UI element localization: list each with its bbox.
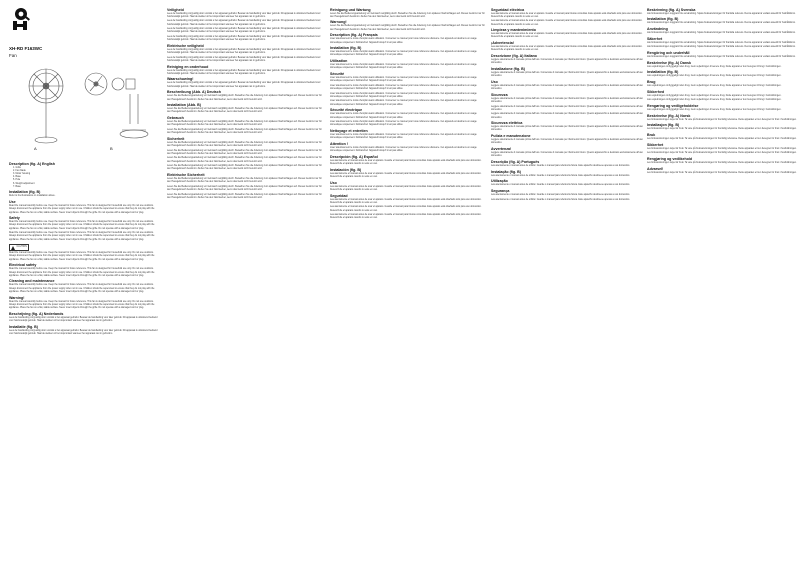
- body-text: Lesen Sie die Bedienungsanleitung vor Gebrauch sorgfältig durch. Bewahren Sie die Anleitung zum späteren Nachschlagen auf. Dieses Gerät ist nur für den Hausgebrauch bestimmt. Ziehen Sie den Netzstecker, wenn das Gerät nicht benutzt wird.: [167, 157, 322, 163]
- body-text: Lisez attentivement le mode d'emploi avant utilisation. Conservez ce manuel pour toute référence ultérieure. Cet appareil est destiné à un usage domestique uniquement. Débranchez l'appareil lorsqu'il n'est pas utilisé.: [330, 134, 477, 140]
- english-desc-heading: Description (fig. A) English: [9, 161, 55, 166]
- body-text: Lees de handleiding zorgvuldig door voordat u het apparaat gebruikt. Bewaar de handleiding voor later gebruik. Dit apparaat is uitsluitend bedoeld voor huishoudelijk gebruik. Haal de stekker uit het stopcontact wanneer het apparaat niet in gebruik is.: [167, 82, 321, 88]
- body-text: Lisez attentivement le mode d'emploi avant utilisation. Conservez ce manuel pour toute référence ultérieure. Cet appareil est destiné à un usage domestique uniquement. Débranchez l'appareil lorsqu'il n'est pas utilisé.: [330, 92, 477, 98]
- body-text: Lesen Sie die Bedienungsanleitung vor Gebrauch sorgfältig durch. Bewahren Sie die Anleitung zum späteren Nachschlagen auf. Dieses Gerät ist nur für den Hausgebrauch bestimmt. Ziehen Sie den Netzstecker, wenn das Gerät nicht benutzt wird.: [167, 185, 322, 192]
- body-text: Leia atentamente o manual antes de utilizar. Guarde o manual para referência futura. Este aparelho destina-se apenas a uso doméstico.: [491, 184, 630, 187]
- no-warning-heading: Advarsel!: [647, 166, 664, 171]
- no-install-heading: Installasjon (fig. B): [647, 123, 680, 128]
- caution-label: CAUTION: [16, 246, 27, 249]
- body-text: Lesen Sie die Bedienungsanleitung vor Gebrauch sorgfältig durch. Bewahren Sie die Anleitung zum späteren Nachschlagen auf. Dieses Gerät ist nur für den Hausgebrauch bestimmt. Ziehen Sie den Netzstecker, wenn das Gerät nicht benutzt wird.: [167, 108, 322, 114]
- body-text: Leggere attentamente il manuale prima dell'uso. Conservare il manuale per riferimento futuro. Questo apparecchio è destinato esclusivamente all'uso domestico.: [491, 71, 643, 78]
- it-use-heading: Uso: [491, 79, 498, 84]
- body-text: Les bruksanvisningen nøye før bruk. Ta vare på bruksanvisningen for fremtidig referanse. Dette apparatet er kun beregnet for bruk i husholdningen.: [647, 147, 797, 150]
- body-text: Læs vejledningen omhyggeligt inden brug. Gem vejledningen til senere brug. Dette apparat er kun beregnet til brug i husholdningen.: [647, 65, 782, 68]
- english-cleaning-heading: Cleaning and maintenance: [9, 279, 55, 284]
- english-install-text: Refer to the illustrations on installation above.: [9, 195, 56, 198]
- list-item: • 2. Fan blade: [13, 170, 161, 173]
- column-3: [330, 6, 486, 222]
- body-text: Lisez attentivement le mode d'emploi avant utilisation. Conservez ce manuel pour toute référence ultérieure. Cet appareil est destiné à un usage domestique uniquement. Débranchez l'appareil lorsqu'il n'est pas utilisé.: [330, 51, 477, 57]
- no-use-heading: Bruk: [647, 133, 656, 138]
- body-text: Les bruksanvisningen nøye før bruk. Ta vare på bruksanvisningen for fremtidig referanse. Dette apparatet er kun beregnet for bruk i husholdningen.: [647, 138, 797, 141]
- body-text: Læs vejledningen omhyggeligt inden brug. Gem vejledningen til senere brug. Dette apparat er kun beregnet til brug i husholdningen.: [647, 94, 782, 97]
- sv-desc-heading: Beskrivning (fig. A) Svenska: [647, 7, 696, 12]
- body-text: Läs bruksanvisningen noggrant före användning. Spara bruksanvisningen för framtida referens. Denna apparat är endast avsedd för hushållsbruk.: [647, 46, 796, 49]
- english-safety-heading: Safety: [9, 216, 20, 221]
- body-text: Lisez attentivement le mode d'emploi avant utilisation. Conservez ce manuel pour toute référence ultérieure. Cet appareil est destiné à un usage domestique uniquement. Débranchez l'appareil lorsqu'il n'est pas utilisé.: [330, 121, 477, 127]
- english-use-heading: Use: [9, 200, 16, 205]
- pt-use-heading: Utilização: [491, 179, 508, 184]
- body-text: Lisez attentivement le mode d'emploi avant utilisation. Conservez ce manuel pour toute référence ultérieure. Cet appareil est destiné à un usage domestique uniquement. Débranchez l'appareil lorsqu'il n'est pas utilisé.: [330, 38, 477, 44]
- figure-label-b: B: [110, 146, 113, 151]
- no-cleaning-heading: Rengjøring og vedlikehold: [647, 157, 693, 162]
- body-text: Read the manual carefully before use. Keep the manual for future reference. This fan is designed for household use only. Do not use outdoors. Always disconnect the appliance from the power supply when not in use. Children should be supervised to ensure that they do not play with the appliance. Place the fan on a flat, stable surface. Never insert objects through the grille. Do not operate with a damaged cord or plug.: [9, 252, 155, 261]
- body-text: Leia atentamente o manual antes de utilizar. Guarde o manual para referência futura. Este aparelho destina-se apenas a uso doméstico.: [491, 198, 630, 201]
- body-text: Leggere attentamente il manuale prima dell'uso. Conservare il manuale per riferimento futuro. Questo apparecchio è destinato esclusivamente all'uso domestico.: [491, 84, 643, 91]
- body-text: Lea atentamente el manual antes de usar el aparato. Guarde el manual para futuras consultas. Este aparato está diseñado solo para uso doméstico. Desenchufe el aparato cuando no esté en uso.: [491, 12, 643, 18]
- list-item: • 7. Base: [13, 186, 161, 189]
- body-text: Lisez attentivement le mode d'emploi avant utilisation. Conservez ce manuel pour toute référence ultérieure. Cet appareil est destiné à un usage domestique uniquement. Débranchez l'appareil lorsqu'il n'est pas utilisé.: [330, 113, 477, 119]
- body-text: Lesen Sie die Bedienungsanleitung vor Gebrauch sorgfältig durch. Bewahren Sie die Anleitung zum späteren Nachschlagen auf. Dieses Gerät ist nur für den Hausgebrauch bestimmt. Ziehen Sie den Netzstecker, wenn das Gerät nicht benutzt wird.: [167, 128, 322, 135]
- body-text: Read the manual carefully before use. Keep the manual for future reference. This fan is designed for household use only. Do not use outdoors. Always disconnect the appliance from the power supply when not in use. Children should be supervised to ensure that they do not play with the appliance. Place the fan on a flat, stable surface. Never insert objects through the grille. Do not operate with a damaged cord or plug.: [9, 300, 155, 309]
- body-text: Läs bruksanvisningen noggrant före användning. Spara bruksanvisningen för framtida referens. Denna apparat är endast avsedd för hushållsbruk.: [647, 55, 796, 58]
- list-item: • 5. Pole: [13, 179, 161, 182]
- fr-desc-heading: Description (fig. A) Français: [330, 33, 378, 38]
- body-text: Lees de handleiding zorgvuldig door voordat u het apparaat gebruikt. Bewaar de handleiding voor later gebruik. Dit apparaat is uitsluitend bedoeld voor huishoudelijk gebruik. Haal de stekker uit het stopcontact wanneer het apparaat niet in gebruik is.: [9, 329, 158, 335]
- body-text: Læs vejledningen omhyggeligt inden brug. Gem vejledningen til senere brug. Dette apparat er kun beregnet til brug i husholdningen.: [647, 99, 782, 102]
- body-text: Leggere attentamente il manuale prima dell'uso. Conservare il manuale per riferimento futuro. Questo apparecchio è destinato esclusivamente all'uso domestico.: [491, 59, 643, 65]
- body-text: Leggere attentamente il manuale prima dell'uso. Conservare il manuale per riferimento futuro. Questo apparecchio è destinato esclusivamente all'uso domestico.: [491, 113, 643, 119]
- sv-install-heading: Installation (fig. B): [647, 17, 679, 22]
- column-5: [647, 6, 797, 176]
- es-warning-heading: ¡Advertencia!: [491, 41, 514, 46]
- product-title: Fan: [9, 53, 17, 58]
- body-text: Lea atentamente el manual antes de usar el aparato. Guarde el manual para futuras consultas. Este aparato está diseñado solo para uso doméstico. Desenchufe el aparato cuando no esté en uso.: [330, 206, 482, 212]
- da-desc-heading: Beskrivelse (fig. A) Dansk: [647, 60, 692, 65]
- body-text: Läs bruksanvisningen noggrant före användning. Spara bruksanvisningen för framtida referens. Denna apparat är endast avsedd för hushållsbruk.: [647, 31, 796, 34]
- sv-safety-heading: Säkerhet: [647, 36, 663, 41]
- pt-desc-heading: Descrição (fig. A) Português: [491, 159, 540, 164]
- es-cleaning-heading: Limpieza y mantenimiento: [491, 28, 536, 33]
- body-text: Læs vejledningen omhyggeligt inden brug. Gem vejledningen til senere brug. Dette apparat er kun beregnet til brug i husholdningen.: [647, 75, 782, 78]
- english-install-heading: Installation (fig. B): [9, 190, 41, 195]
- body-text: Lea atentamente el manual antes de usar el aparato. Guarde el manual para futuras consultas. Este aparato está diseñado solo para uso doméstico. Desenchufe el aparato cuando no esté en uso.: [330, 214, 482, 220]
- da-cleaning-heading: Rengøring og vedligeholdelse: [647, 104, 699, 109]
- es-use-heading: Uso: [330, 180, 337, 185]
- english-desc-list: [9, 167, 161, 189]
- body-text: Lisez attentivement le mode d'emploi avant utilisation. Conservez ce manuel pour toute référence ultérieure. Cet appareil est destiné à un usage domestique uniquement. Débranchez l'appareil lorsqu'il n'est pas utilisé.: [330, 64, 477, 70]
- body-text: Lisez attentivement le mode d'emploi avant utilisation. Conservez ce manuel pour toute référence ultérieure. Cet appareil est destiné à un usage domestique uniquement. Débranchez l'appareil lorsqu'il n'est pas utilisé.: [330, 100, 477, 106]
- body-text: Leggere attentamente il manuale prima dell'uso. Conservare il manuale per riferimento futuro. Questo apparecchio è destinato esclusivamente all'uso domestico.: [491, 152, 643, 158]
- body-text: Lesen Sie die Bedienungsanleitung vor Gebrauch sorgfältig durch. Bewahren Sie die Anleitung zum späteren Nachschlagen auf. Dieses Gerät ist nur für den Hausgebrauch bestimmt. Ziehen Sie den Netzstecker, wenn das Gerät nicht benutzt wird.: [167, 193, 322, 199]
- da-use-heading: Brug: [647, 80, 656, 85]
- nl-safety-heading: Veiligheid: [167, 7, 184, 12]
- english-section: [9, 160, 161, 337]
- column-4: [491, 6, 647, 203]
- body-text: Lees de handleiding zorgvuldig door voordat u het apparaat gebruikt. Bewaar de handleiding voor later gebruik. Dit apparaat is uitsluitend bedoeld voor huishoudelijk gebruik. Haal de stekker uit het stopcontact wanneer het apparaat niet in gebruik is.: [167, 20, 321, 26]
- body-text: Lees de handleiding zorgvuldig door voordat u het apparaat gebruikt. Bewaar de handleiding voor later gebruik. Dit apparaat is uitsluitend bedoeld voor huishoudelijk gebruik. Haal de stekker uit het stopcontact wanneer het apparaat niet in gebruik is.: [167, 56, 321, 62]
- figure-label-a: A: [34, 146, 37, 151]
- body-text: Lesen Sie die Bedienungsanleitung vor Gebrauch sorgfältig durch. Bewahren Sie die Anleitung zum späteren Nachschlagen auf. Dieses Gerät ist nur für den Hausgebrauch bestimmt. Ziehen Sie den Netzstecker, wenn das Gerät nicht benutzt wird.: [167, 149, 322, 155]
- list-item: • 6. Weight adjustment: [13, 183, 161, 186]
- body-text: Read the manual carefully before use. Keep the manual for future reference. This fan is designed for household use only. Do not use outdoors. Always disconnect the appliance from the power supply when not in use. Children should be supervised to ensure that they do not play with the appliance. Place the fan on a flat, stable surface. Never insert objects through the grille. Do not operate with a damaged cord or plug.: [9, 232, 155, 241]
- nl-desc-heading: Beschrijving (fig. A) Nederlands: [9, 311, 64, 316]
- body-text: Read the manual carefully before use. Keep the manual for future reference. This fan is designed for household use only. Do not use outdoors. Always disconnect the appliance from the power supply when not in use. Children should be supervised to ensure that they do not play with the appliance. Place the fan on a flat, stable surface. Never insert objects through the grille. Do not operate with a damaged cord or plug.: [9, 268, 155, 277]
- de-safety-heading: Sicherheit: [167, 136, 185, 141]
- fr-electrical-heading: Sécurité électrique: [330, 108, 363, 113]
- body-text: Lesen Sie die Bedienungsanleitung vor Gebrauch sorgfältig durch. Bewahren Sie die Anleitung zum späteren Nachschlagen auf. Dieses Gerät ist nur für den Hausgebrauch bestimmt. Ziehen Sie den Netzstecker, wenn das Gerät nicht benutzt wird.: [167, 165, 322, 171]
- column-2: [167, 6, 323, 202]
- it-install-heading: Installazione (fig. B): [491, 66, 525, 71]
- body-text: Lea atentamente el manual antes de usar el aparato. Guarde el manual para futuras consultas. Este aparato está diseñado solo para uso doméstico. Desenchufe el aparato cuando no esté en uso.: [491, 20, 643, 26]
- sv-cleaning-heading: Rengöring och underhåll: [647, 50, 690, 55]
- body-text: Lees de handleiding zorgvuldig door voordat u het apparaat gebruikt. Bewaar de handleiding voor later gebruik. Dit apparaat is uitsluitend bedoeld voor huishoudelijk gebruik. Haal de stekker uit het stopcontact wanneer het apparaat niet in gebruik is.: [167, 48, 321, 54]
- nl-install-heading: Installatie (fig. B): [9, 324, 38, 329]
- body-text: Leggere attentamente il manuale prima dell'uso. Conservare il manuale per riferimento futuro. Questo apparecchio è destinato esclusivamente all'uso domestico.: [491, 126, 643, 132]
- english-warning-heading: Warning!: [9, 295, 25, 300]
- nl-electrical-heading: Elektrische veiligheid: [167, 43, 204, 48]
- de-cleaning-heading: Reinigung und Wartung: [330, 7, 371, 12]
- es-desc-heading: Descripción (fig. A) Español: [330, 154, 378, 159]
- it-electrical-heading: Sicurezza elettrica: [491, 121, 523, 126]
- body-text: Leggere attentamente il manuale prima dell'uso. Conservare il manuale per riferimento futuro. Questo apparecchio è destinato esclusivamente all'uso domestico.: [491, 105, 643, 111]
- model-number: XH-RD F163WC: [9, 46, 43, 51]
- list-item: • 1. Grille: [13, 167, 161, 170]
- body-text: Les bruksanvisningen nøye før bruk. Ta vare på bruksanvisningen for fremtidig referanse. Dette apparatet er kun beregnet for bruk i husholdningen.: [647, 162, 797, 165]
- body-text: Läs bruksanvisningen noggrant före användning. Spara bruksanvisningen för framtida referens. Denna apparat är endast avsedd för hushållsbruk.: [647, 22, 796, 25]
- it-warning-heading: Avvertenza!: [491, 147, 512, 152]
- body-text: Les bruksanvisningen nøye før bruk. Ta vare på bruksanvisningen for fremtidig referanse. Dette apparatet er kun beregnet for bruk i husholdningen.: [647, 118, 797, 121]
- brand-logo: [10, 4, 38, 32]
- body-text: Lees de handleiding zorgvuldig door voordat u het apparaat gebruikt. Bewaar de handleiding voor later gebruik. Dit apparaat is uitsluitend bedoeld voor huishoudelijk gebruik. Haal de stekker uit het stopcontact wanneer het apparaat niet in gebruik is.: [9, 316, 158, 322]
- sv-use-heading: Användning: [647, 26, 668, 31]
- fr-warning-heading: Attention !: [330, 141, 348, 146]
- es-safety-heading: Seguridad: [330, 193, 348, 198]
- de-install-heading: Installation (Abb. B): [167, 103, 201, 108]
- body-text: Leia atentamente o manual antes de utilizar. Guarde o manual para referência futura. Este aparelho destina-se apenas a uso doméstico.: [491, 164, 630, 167]
- da-install-heading: Installation (fig. B): [647, 70, 679, 75]
- warning-icon: [11, 246, 15, 250]
- it-desc-heading: Descrizione (fig. A) Italiano: [491, 54, 537, 59]
- body-text: Leia atentamente o manual antes de utilizar. Guarde o manual para referência futura. Este aparelho destina-se apenas a uso doméstico.: [491, 174, 630, 177]
- es-electrical-heading: Seguridad eléctrica: [491, 7, 525, 12]
- body-text: Læs vejledningen omhyggeligt inden brug. Gem vejledningen til senere brug. Dette apparat er kun beregnet til brug i husholdningen.: [647, 85, 782, 88]
- body-text: Lea atentamente el manual antes de usar el aparato. Guarde el manual para futuras consultas. Este aparato está diseñado solo para uso doméstico. Desenchufe el aparato cuando no esté en uso.: [330, 185, 482, 191]
- body-text: Lees de handleiding zorgvuldig door voordat u het apparaat gebruikt. Bewaar de handleiding voor later gebruik. Dit apparaat is uitsluitend bedoeld voor huishoudelijk gebruik. Haal de stekker uit het stopcontact wanneer het apparaat niet in gebruik is.: [167, 12, 321, 18]
- body-text: Les bruksanvisningen nøye før bruk. Ta vare på bruksanvisningen for fremtidig referanse. Dette apparatet er kun beregnet for bruk i husholdningen.: [647, 152, 797, 155]
- body-text: Leggere attentamente il manuale prima dell'uso. Conservare il manuale per riferimento futuro. Questo apparecchio è destinato esclusivamente all'uso domestico.: [491, 97, 643, 103]
- body-text: Lea atentamente el manual antes de usar el aparato. Guarde el manual para futuras consultas. Este aparato está diseñado solo para uso doméstico. Desenchufe el aparato cuando no esté en uso.: [491, 46, 643, 52]
- it-cleaning-heading: Pulizia e manutenzione: [491, 134, 531, 139]
- no-desc-heading: Beskrivelse (fig. A) Norsk: [647, 113, 691, 118]
- body-text: Lea atentamente el manual antes de usar el aparato. Guarde el manual para futuras consultas. Este aparato está diseñado solo para uso doméstico. Desenchufe el aparato cuando no esté en uso.: [330, 172, 482, 178]
- fr-cleaning-heading: Nettoyage et entretien: [330, 129, 368, 134]
- body-text: Lesen Sie die Bedienungsanleitung vor Gebrauch sorgfältig durch. Bewahren Sie die Anleitung zum späteren Nachschlagen auf. Dieses Gerät ist nur für den Hausgebrauch bestimmt. Ziehen Sie den Netzstecker, wenn das Gerät nicht benutzt wird.: [167, 178, 322, 184]
- it-safety-heading: Sicurezza: [491, 92, 508, 97]
- body-text: Lesen Sie die Bedienungsanleitung vor Gebrauch sorgfältig durch. Bewahren Sie die Anleitung zum späteren Nachschlagen auf. Dieses Gerät ist nur für den Hausgebrauch bestimmt. Ziehen Sie den Netzstecker, wenn das Gerät nicht benutzt wird.: [167, 121, 322, 127]
- body-text: Les bruksanvisningen nøye før bruk. Ta vare på bruksanvisningen for fremtidig referanse. Dette apparatet er kun beregnet for bruk i husholdningen.: [647, 171, 797, 174]
- body-text: Read the manual carefully before use. Keep the manual for future reference. This fan is designed for household use only. Do not use outdoors. Always disconnect the appliance from the power supply when not in use. Children should be supervised to ensure that they do not play with the appliance. Place the fan on a flat, stable surface. Never insert objects through the grille. Do not operate with a damaged cord or plug.: [9, 284, 155, 293]
- english-electrical-heading: Electrical safety: [9, 263, 37, 268]
- no-safety-heading: Sikkerhet: [647, 142, 664, 147]
- body-text: Lesen Sie die Bedienungsanleitung vor Gebrauch sorgfältig durch. Bewahren Sie die Anleitung zum späteren Nachschlagen auf. Dieses Gerät ist nur für den Hausgebrauch bestimmt. Ziehen Sie den Netzstecker, wenn das Gerät nicht benutzt wird.: [330, 25, 485, 31]
- pt-safety-heading: Segurança: [491, 189, 510, 194]
- body-text: Les bruksanvisningen nøye før bruk. Ta vare på bruksanvisningen for fremtidig referanse. Dette apparatet er kun beregnet for bruk i husholdningen.: [647, 128, 797, 131]
- fr-install-heading: Installation (fig. B): [330, 46, 362, 51]
- body-text: Lesen Sie die Bedienungsanleitung vor Gebrauch sorgfältig durch. Bewahren Sie die Anleitung zum späteren Nachschlagen auf. Dieses Gerät ist nur für den Hausgebrauch bestimmt. Ziehen Sie den Netzstecker, wenn das Gerät nicht benutzt wird.: [330, 12, 485, 18]
- body-text: Lea atentamente el manual antes de usar el aparato. Guarde el manual para futuras consultas. Este aparato está diseñado solo para uso doméstico. Desenchufe el aparato cuando no esté en uso.: [330, 159, 482, 166]
- body-text: Lisez attentivement le mode d'emploi avant utilisation. Conservez ce manuel pour toute référence ultérieure. Cet appareil est destiné à un usage domestique uniquement. Débranchez l'appareil lorsqu'il n'est pas utilisé.: [330, 77, 477, 83]
- nl-cleaning-heading: Reiniging en onderhoud: [167, 64, 209, 69]
- fr-safety-heading: Sécurité: [330, 72, 345, 77]
- fan-illustration: [14, 64, 162, 152]
- body-text: Lees de handleiding zorgvuldig door voordat u het apparaat gebruikt. Bewaar de handleiding voor later gebruik. Dit apparaat is uitsluitend bedoeld voor huishoudelijk gebruik. Haal de stekker uit het stopcontact wanneer het apparaat niet in gebruik is.: [167, 28, 321, 34]
- body-text: Læs vejledningen omhyggeligt inden brug. Gem vejledningen til senere brug. Dette apparat er kun beregnet til brug i husholdningen.: [647, 109, 782, 112]
- body-text: Lea atentamente el manual antes de usar el aparato. Guarde el manual para futuras consultas. Este aparato está diseñado solo para uso doméstico. Desenchufe el aparato cuando no esté en uso.: [491, 33, 643, 39]
- body-text: Leggere attentamente il manuale prima dell'uso. Conservare il manuale per riferimento futuro. Questo apparecchio è destinato esclusivamente all'uso domestico.: [491, 139, 643, 145]
- fr-use-heading: Utilisation: [330, 59, 348, 64]
- body-text: Lesen Sie die Bedienungsanleitung vor Gebrauch sorgfältig durch. Bewahren Sie die Anleitung zum späteren Nachschlagen auf. Dieses Gerät ist nur für den Hausgebrauch bestimmt. Ziehen Sie den Netzstecker, wenn das Gerät nicht benutzt wird.: [167, 141, 322, 148]
- body-text: Lees de handleiding zorgvuldig door voordat u het apparaat gebruikt. Bewaar de handleiding voor later gebruik. Dit apparaat is uitsluitend bedoeld voor huishoudelijk gebruik. Haal de stekker uit het stopcontact wanneer het apparaat niet in gebruik is.: [167, 35, 321, 42]
- body-text: Read the manual carefully before use. Keep the manual for future reference. This fan is designed for household use only. Do not use outdoors. Always disconnect the appliance from the power supply when not in use. Children should be supervised to ensure that they do not play with the appliance. Place the fan on a flat, stable surface. Never insert objects through the grille. Do not operate with a damaged cord or plug.: [9, 221, 155, 230]
- de-desc-heading: Beschreibung (Abb. A) Deutsch: [167, 90, 221, 95]
- body-text: Lea atentamente el manual antes de usar el aparato. Guarde el manual para futuras consultas. Este aparato está diseñado solo para uso doméstico. Desenchufe el aparato cuando no esté en uso.: [330, 198, 482, 204]
- body-text: Lesen Sie die Bedienungsanleitung vor Gebrauch sorgfältig durch. Bewahren Sie die Anleitung zum späteren Nachschlagen auf. Dieses Gerät ist nur für den Hausgebrauch bestimmt. Ziehen Sie den Netzstecker, wenn das Gerät nicht benutzt wird.: [167, 95, 322, 101]
- body-text: Lisez attentivement le mode d'emploi avant utilisation. Conservez ce manuel pour toute référence ultérieure. Cet appareil est destiné à un usage domestique uniquement. Débranchez l'appareil lorsqu'il n'est pas utilisé.: [330, 84, 477, 91]
- body-text: Läs bruksanvisningen noggrant före användning. Spara bruksanvisningen för framtida referens. Denna apparat är endast avsedd för hushållsbruk.: [647, 12, 796, 15]
- da-safety-heading: Sikkerhed: [647, 89, 665, 94]
- body-text: Lees de handleiding zorgvuldig door voordat u het apparaat gebruikt. Bewaar de handleiding voor later gebruik. Dit apparaat is uitsluitend bedoeld voor huishoudelijk gebruik. Haal de stekker uit het stopcontact wanneer het apparaat niet in gebruik is.: [167, 69, 321, 75]
- body-text: Lisez attentivement le mode d'emploi avant utilisation. Conservez ce manuel pour toute référence ultérieure. Cet appareil est destiné à un usage domestique uniquement. Débranchez l'appareil lorsqu'il n'est pas utilisé.: [330, 146, 477, 153]
- list-item: • 3. Motor housing: [13, 173, 161, 176]
- de-use-heading: Gebrauch: [167, 116, 184, 121]
- pt-install-heading: Instalação (fig. B): [491, 169, 521, 174]
- de-electrical-heading: Elektrische Sicherheit: [167, 173, 205, 178]
- es-install-heading: Instalación (fig. B): [330, 167, 362, 172]
- de-warning-heading: Warnung!: [330, 20, 347, 25]
- body-text: Leia atentamente o manual antes de utilizar. Guarde o manual para referência futura. Este aparelho destina-se apenas a uso doméstico.: [491, 194, 630, 197]
- list-item: • 4. Base: [13, 176, 161, 179]
- nl-warning-heading: Waarschuwing!: [167, 77, 194, 82]
- body-text: Läs bruksanvisningen noggrant före användning. Spara bruksanvisningen för framtida referens. Denna apparat är endast avsedd för hushållsbruk.: [647, 41, 796, 44]
- body-text: Read the manual carefully before use. Keep the manual for future reference. This fan is designed for household use only. Do not use outdoors. Always disconnect the appliance from the power supply when not in use. Children should be supervised to ensure that they do not play with the appliance. Place the fan on a flat, stable surface. Never insert objects through the grille. Do not operate with a damaged cord or plug.: [9, 205, 155, 214]
- caution-badge: [9, 244, 29, 251]
